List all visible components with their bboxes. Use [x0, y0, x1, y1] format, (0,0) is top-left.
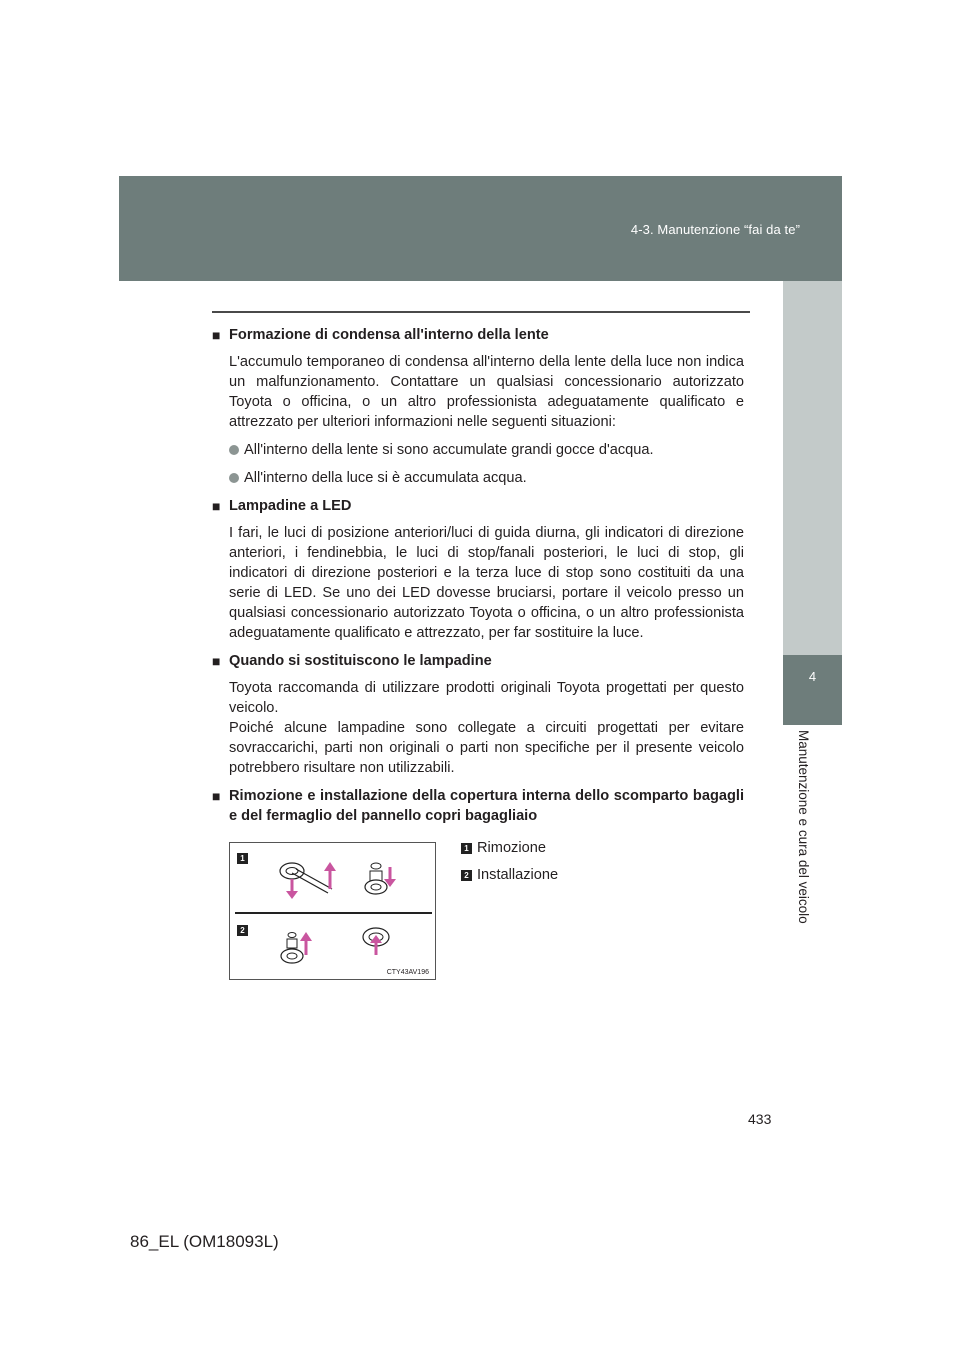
paragraph: Toyota raccomanda di utilizzare prodotti originali Toyota progettati per questo veicolo. Poiché alcune lampadine sono collegate a circuiti progettati per evitare sovraccarichi, parti non originali o parti non specifiche per il presente veicolo potrebbero risultare non utilizzabili. — [229, 680, 744, 776]
square-bullet-icon: ■ — [212, 498, 221, 514]
figure-code: CTY43AV196 — [386, 969, 429, 976]
clip-illustration — [230, 843, 435, 979]
legend-item: 1 Rimozione — [461, 838, 558, 858]
list-item: All'interno della lente si sono accumulate grandi gocce d'acqua. — [229, 440, 744, 460]
clip-side-drawing — [365, 863, 396, 894]
circle-bullet-icon — [229, 473, 239, 483]
paragraph: L'accumulo temporaneo di condensa all'interno della lente della luce non indica un malfunzionamento. Contattare un qualsiasi concessionario autorizzato Toyota o officina, o un altro professionista adeguatamente qualificato e attrezzato per ulteriori informazioni nelle seguenti situazioni: — [229, 354, 744, 430]
legend-item: 2 Installazione — [461, 865, 558, 885]
figure-step-number: 1 — [237, 853, 248, 864]
square-bullet-icon: ■ — [212, 788, 221, 804]
document-code: 86_EL (OM18093L) — [130, 1232, 279, 1251]
figure-legend — [461, 838, 558, 892]
figure-step-number: 2 — [237, 925, 248, 936]
section-heading: ■ Quando si sostituiscono le lampadine — [212, 653, 492, 669]
page-number: 433 — [748, 1111, 772, 1127]
chapter-number: 4 — [783, 655, 842, 725]
clip-install-drawing — [281, 932, 312, 963]
list-item: All'interno della luce si è accumulata acqua. — [229, 468, 744, 488]
circle-bullet-icon — [229, 445, 239, 455]
clip-installed-drawing — [363, 928, 389, 955]
chapter-header — [119, 176, 842, 281]
clip-removal-drawing — [280, 862, 336, 899]
section-title: 4-3. Manutenzione “fai da te” — [630, 222, 800, 237]
square-bullet-icon: ■ — [212, 653, 221, 669]
section-heading: ■ Formazione di condensa all'interno della lente — [212, 327, 549, 343]
chapter-label: Manutenzione e cura del veicolo — [796, 730, 811, 924]
side-tab-background — [783, 281, 842, 655]
paragraph: I fari, le luci di posizione anteriori/luci di guida diurna, gli indicatori di direzione anteriori, i fendinebbia, le luci di stop/fanali posteriori, le luci di stop, gli indicatori di direzione posteriori e la terza luce di stop sono costituiti da una serie di LED. Se uno dei LED dovesse bruciarsi, portare il veicolo presso un qualsiasi concessionario autorizzato Toyota o officina, o un altro professionista adeguatamente qualificato e attrezzato, per far sostituire la luce. — [229, 525, 744, 641]
section-heading: ■ Rimozione e installazione della copertura interna dello scomparto bagagli e del fermaglio del pannello copri bagagliaio — [212, 788, 744, 824]
step-number-badge: 2 — [461, 870, 472, 881]
main-content — [212, 325, 744, 833]
section-heading: ■ Lampadine a LED — [212, 498, 352, 514]
step-number-badge: 1 — [461, 843, 472, 854]
clip-figure — [229, 842, 436, 980]
section-divider — [212, 311, 750, 313]
square-bullet-icon: ■ — [212, 327, 221, 343]
